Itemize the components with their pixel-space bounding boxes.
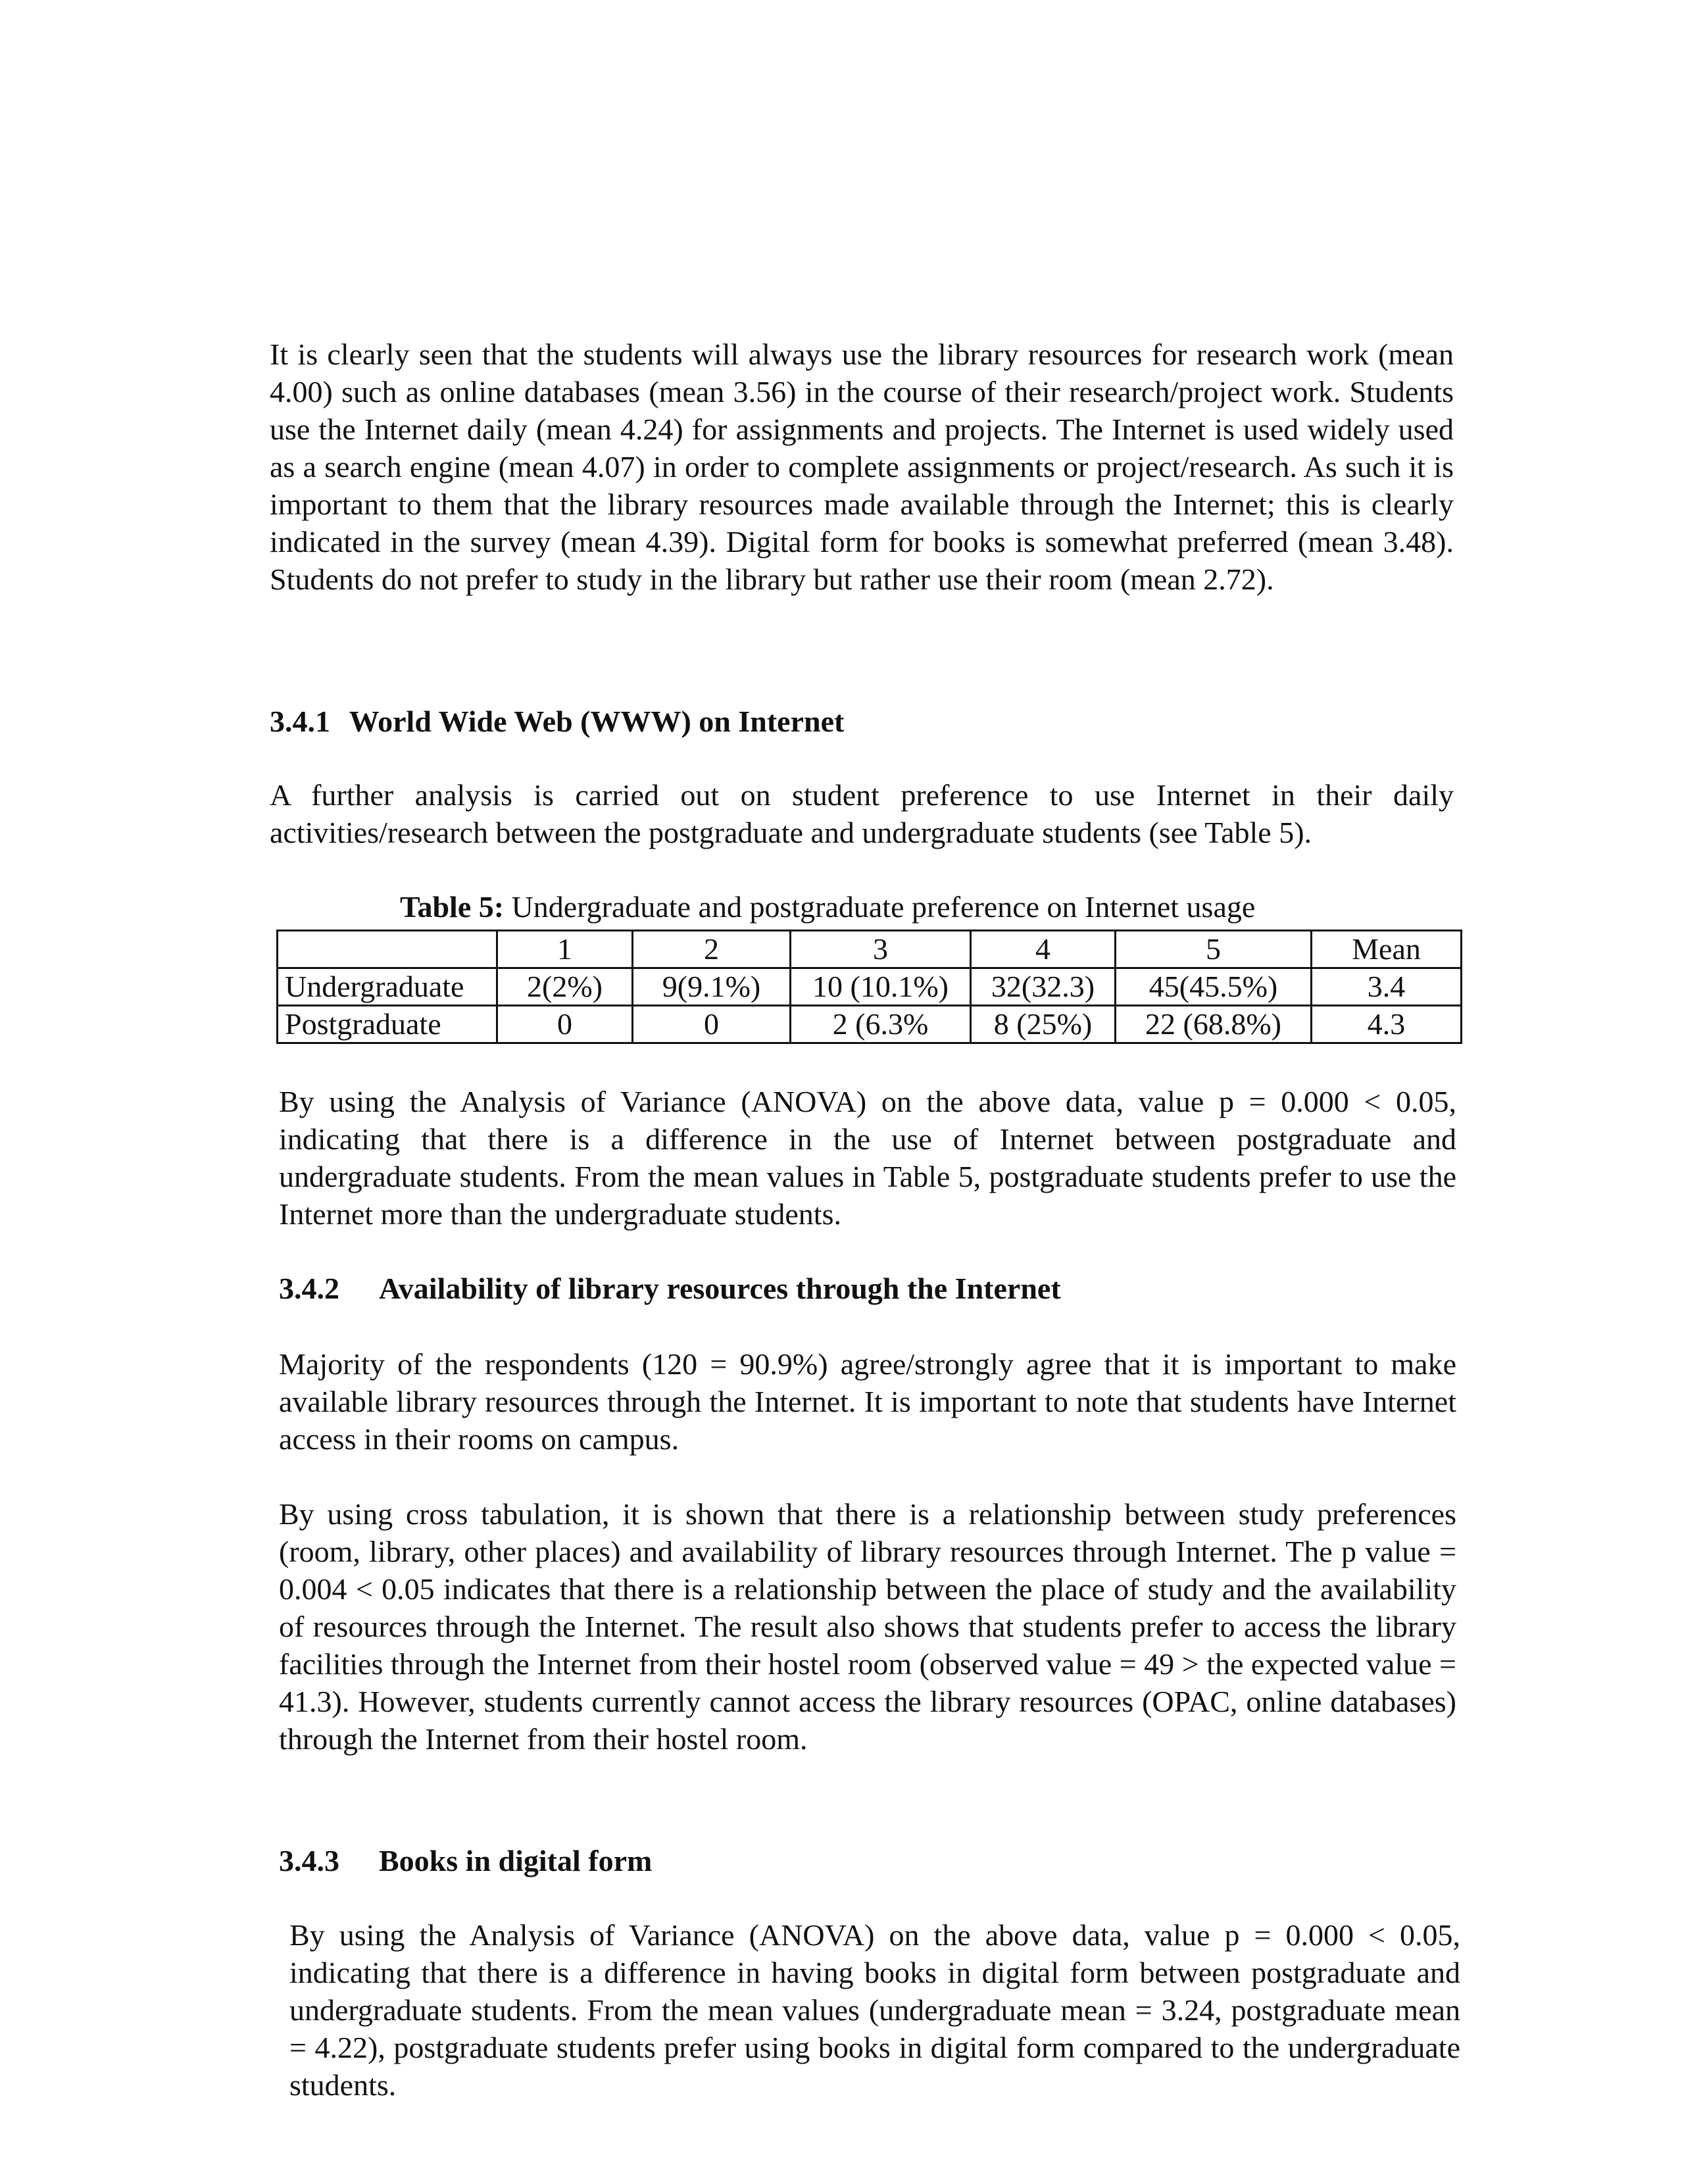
paragraph-availability-majority: Majority of the respondents (120 = 90.9%) agree/strongly agree that it is important to make available library resources through the Internet. It is important to note that students have Internet access in their rooms on campus. bbox=[279, 1347, 1456, 1456]
header-cell: 3 bbox=[791, 931, 971, 968]
table-cell: 32(32.3) bbox=[971, 968, 1116, 1006]
section-heading-3-4-2 bbox=[279, 1270, 1061, 1307]
section-title: World Wide Web (WWW) on Internet bbox=[349, 705, 845, 738]
table-cell: 4.3 bbox=[1312, 1006, 1462, 1043]
table-row bbox=[278, 1006, 1462, 1043]
table-cell: 22 (68.8%) bbox=[1116, 1006, 1312, 1043]
paragraph-cross-tabulation: By using cross tabulation, it is shown that there is a relationship between study preferences (room, library, other places) and availability of library resources through Internet. The p value = 0.004 < 0.05 indicates that there is a relationship between the place of study and the availability of resources through the Internet. The result also shows that students prefer to access the library facilities through the Internet from their hostel room (observed value = 49 > the expected value = 41.3). However, students currently cannot access the library resources (OPAC, online databases) through the Internet from their hostel room. bbox=[279, 1497, 1456, 1756]
header-cell: Mean bbox=[1312, 931, 1462, 968]
table-caption-text: Undergraduate and postgraduate preference on Internet usage bbox=[504, 890, 1256, 924]
section-number: 3.4.2 bbox=[279, 1272, 339, 1305]
header-cell: 1 bbox=[497, 931, 633, 968]
row-label: Postgraduate bbox=[278, 1006, 497, 1043]
section-title: Books in digital form bbox=[379, 1844, 653, 1877]
table-row bbox=[278, 968, 1462, 1006]
table-cell: 0 bbox=[633, 1006, 791, 1043]
paragraph-intro: It is clearly seen that the students will always use the library resources for research work (mean 4.00) such as online databases (mean 3.56) in the course of their research/project work. Students use the Internet daily (mean 4.24) for assignments and projects. The Internet is used widely used as a search engine (mean 4.07) in order to complete assignments or project/research. As such it is important to them that the library resources made available through the Internet; this is clearly indicated in the survey (mean 4.39). Digital form for books is somewhat preferred (mean 3.48). Students do not prefer to study in the library but rather use their room (mean 2.72). bbox=[270, 337, 1454, 596]
section-number: 3.4.1 bbox=[270, 705, 330, 738]
paragraph-anova-internet: By using the Analysis of Variance (ANOVA) on the above data, value p = 0.000 < 0.05, indicating that there is a difference in the use of Internet between postgraduate and undergraduate students. From the mean values in Table 5, postgraduate students prefer to use the Internet more than the undergraduate students. bbox=[279, 1085, 1456, 1231]
section-heading-3-4-3 bbox=[279, 1842, 652, 1879]
table-caption-label: Table 5: bbox=[400, 890, 505, 924]
row-label: Undergraduate bbox=[278, 968, 497, 1006]
section-heading-3-4-1 bbox=[270, 703, 844, 740]
table-cell: 8 (25%) bbox=[971, 1006, 1116, 1043]
table-cell: 3.4 bbox=[1312, 968, 1462, 1006]
paragraph-anova-books: By using the Analysis of Variance (ANOVA) on the above data, value p = 0.000 < 0.05, indicating that there is a difference in having books in digital form between postgraduate and undergraduate students. From the mean values (undergraduate mean = 3.24, postgraduate mean = 4.22), postgraduate students prefer using books in digital form compared to the undergraduate students. bbox=[289, 1918, 1460, 2102]
table-cell: 2(2%) bbox=[497, 968, 633, 1006]
table-header-row bbox=[278, 931, 1462, 968]
paragraph-www-intro: A further analysis is carried out on student preference to use Internet in their daily activities/research between the postgraduate and undergraduate students (see Table 5). bbox=[270, 778, 1454, 849]
header-cell: 2 bbox=[633, 931, 791, 968]
header-cell bbox=[278, 931, 497, 968]
table-caption bbox=[400, 888, 1255, 926]
section-number: 3.4.3 bbox=[279, 1844, 339, 1877]
table-cell: 2 (6.3% bbox=[791, 1006, 971, 1043]
table-cell: 9(9.1%) bbox=[633, 968, 791, 1006]
internet-preference-table bbox=[276, 930, 1462, 1044]
header-cell: 4 bbox=[971, 931, 1116, 968]
section-title: Availability of library resources through the Internet bbox=[379, 1272, 1061, 1305]
table-cell: 10 (10.1%) bbox=[791, 968, 971, 1006]
table-cell: 0 bbox=[497, 1006, 633, 1043]
header-cell: 5 bbox=[1116, 931, 1312, 968]
table-cell: 45(45.5%) bbox=[1116, 968, 1312, 1006]
